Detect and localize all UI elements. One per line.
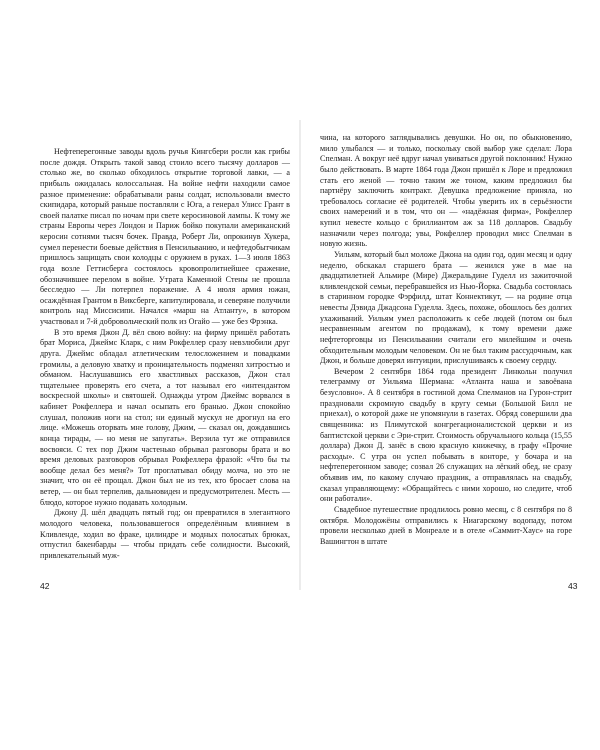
- paragraph: чина, на которого заглядывались девушки. Но он, по обыкновению, мило улыбался — и только, поскольку свой выбор уже сделал: Лора Спелман. А вокруг неё вдруг начал увиваться другой поклонник! Нужно было действовать. В марте 1864 года Джон пришёл к Лоре и предложил стать его женой — точно таким же тоном, каким предложил бы партнёру заключить контракт. Девушка предложение приняла, но требовалось согласие её родителей. Чтобы уверить их в серьёзности своих намерений и в том, что он — «надёжная фирма», Рокфеллер купил невесте кольцо с бриллиантом аж за 118 долларов. Свадьбу назначили через полгода; увы, Рокфеллер проводил мисс Спелман в новую жизнь.: [320, 133, 572, 249]
- paragraph: Уильям, который был моложе Джона на один год, один месяц и одну неделю, обскакал старшего брата — женился уже в мае на двадцатилетней Альмире (Мире) Джеральдине Гуделл из зажиточной кливлендской семьи, перебравшейся из Нью-Йорка. Свадьба состоялась в старинном городке Фэрфилд, штат Коннектикут, — на родине отца невесты Дэвида Джадсона Гуделла. Здесь, похоже, обошлось без долгих ухаживаний. Уильям умел расположить к себе людей (потом он был несравненным агентом по продажам), к тому времени даже нефтеторговцы из Пенсильвании считали его милейшим и очень обходительным молодым человеком. Он не был таким рассудочным, как Джон, и больше доверял интуиции, прислушиваясь к своему сердцу.: [320, 249, 572, 366]
- page-number: 43: [568, 581, 578, 591]
- paragraph: Вечером 2 сентября 1864 года президент Линкольн получил телеграмму от Уильяма Шермана: «Атланта наша и завоёвана безусловно». А 8 сентября в гостиной дома Спелманов на Гурон-стрит праздновали скромную свадьбу в кругу семьи (Большой Билл не приехал), о которой даже не упомянули в газетах. Обряд совершили два священника: из Плимутской конгрегационалистской церкви и из баптистской церкви с Эри-стрит. Стоимость обручального кольца (15,55 доллара) Джон Д. занёс в свою красную книжечку, в графу «Прочие расходы». С утра он успел побывать в конторе, у бочара и на нефтеперегонном заводе; созвал 26 служащих на лёгкий обед, не сразу объявив им, по какому случаю праздник, а отправлялась на свадьбу, сказал управляющему: «Обращайтесь с ними хорошо, но следите, чтоб они работали».: [320, 366, 572, 504]
- paragraph: Джону Д. шёл двадцать пятый год; он превратился в элегантного молодого человека, пользовавшегося определённым влиянием в Кливленде, ходил во фраке, цилиндре и модных полосатых брюках, отпустил бакенбарды — чтобы придать себе солидности. Высокий, привлекательный муж-: [40, 508, 290, 560]
- paragraph: В это время Джон Д. вёл свою войну: на фирму пришёл работать брат Мориса, Джеймс Кларк, с ним Рокфеллер сразу невзлюбили друг друга. Джеймс обладал атлетическим телосложением и повадками громилы, а деловую хватку и проницательность подменял хитростью и обманом. Наслушавшись его хвастливых рассказов, Джон стал тщательнее проверять его счета, а тот называл его «интендантом воскресной школы» и святошей. Однажды утром Джеймс ворвался в кабинет Рокфеллера и начал осыпать его бранью. Джон спокойно слушал, положив ноги на стол; ни единый мускул не дрогнул на его лице. «Можешь оторвать мне голову, Джим, — сказал он, дождавшись конца тирады, — но меня не запугать». Верзила тут же отправился восвояси. С тех пор Джим частенько обрывал разговоры брата и во время деловых разговоров обрывал Рокфеллера фразой: «Что бы ты вообще делал без меня?» Тот проглатывал обиду молча, но это не значит, что он её прощал. Джон был не из тех, кто бросает слова на ветер, — он был терпелив, дальновиден и предусмотрителен. Месть — блюдо, которое нужно подавать холодным.: [40, 327, 290, 507]
- paragraph: Свадебное путешествие продлилось ровно месяц, с 8 сентября по 8 октября. Молодожёны отправились к Ниагарскому водопаду, потом провели несколько дней в Монреале и в отеле «Саммит-Хаус» на горе Вашингтон в штате: [320, 504, 572, 546]
- right-page: [300, 0, 600, 750]
- paragraph: Нефтеперегонные заводы вдоль ручья Кингсбери росли как грибы после дождя. Открыть такой завод стоило всего тысячу долларов — столько же, во сколько обходилось открытие торговой лавки, — а прибыль ожидалась колоссальная. На войне нефти находили самое разное применение: обрабатывали раны солдат, использовали вместо скипидара, который раньше поставляли с Юга, а генерал Улисс Грант в своей палатке писал по ночам при свете керосиновой лампы. К тому же страны Европы через Лондон и Париж бойко покупали американский керосин сотнями тысяч бочек. Правда, Роберт Ли, опрокинув Хукера, сумел перенести боевые действия в Пенсильванию, и нефтедобытчикам пришлось защищать свои колодцы с оружием в руках. 1—3 июля 1863 года возле Геттисберга состоялось кровопролитнейшее сражение, обозначившее перелом в войне. Утрата Каменной Стены не прошла бесследно — Ли потерпел поражение. А 4 июля армия южан, осаждённая Грантом в Виксберге, капитулировала, и северяне получили контроль над Миссисипи. Начался «марш на Атланту», в котором участвовал и 7-й добровольческий полк из Огайо — уже без Фрэнка.: [40, 147, 290, 326]
- right-text-column: [320, 133, 572, 547]
- page-number: 42: [40, 581, 50, 591]
- left-text-column: [40, 147, 290, 561]
